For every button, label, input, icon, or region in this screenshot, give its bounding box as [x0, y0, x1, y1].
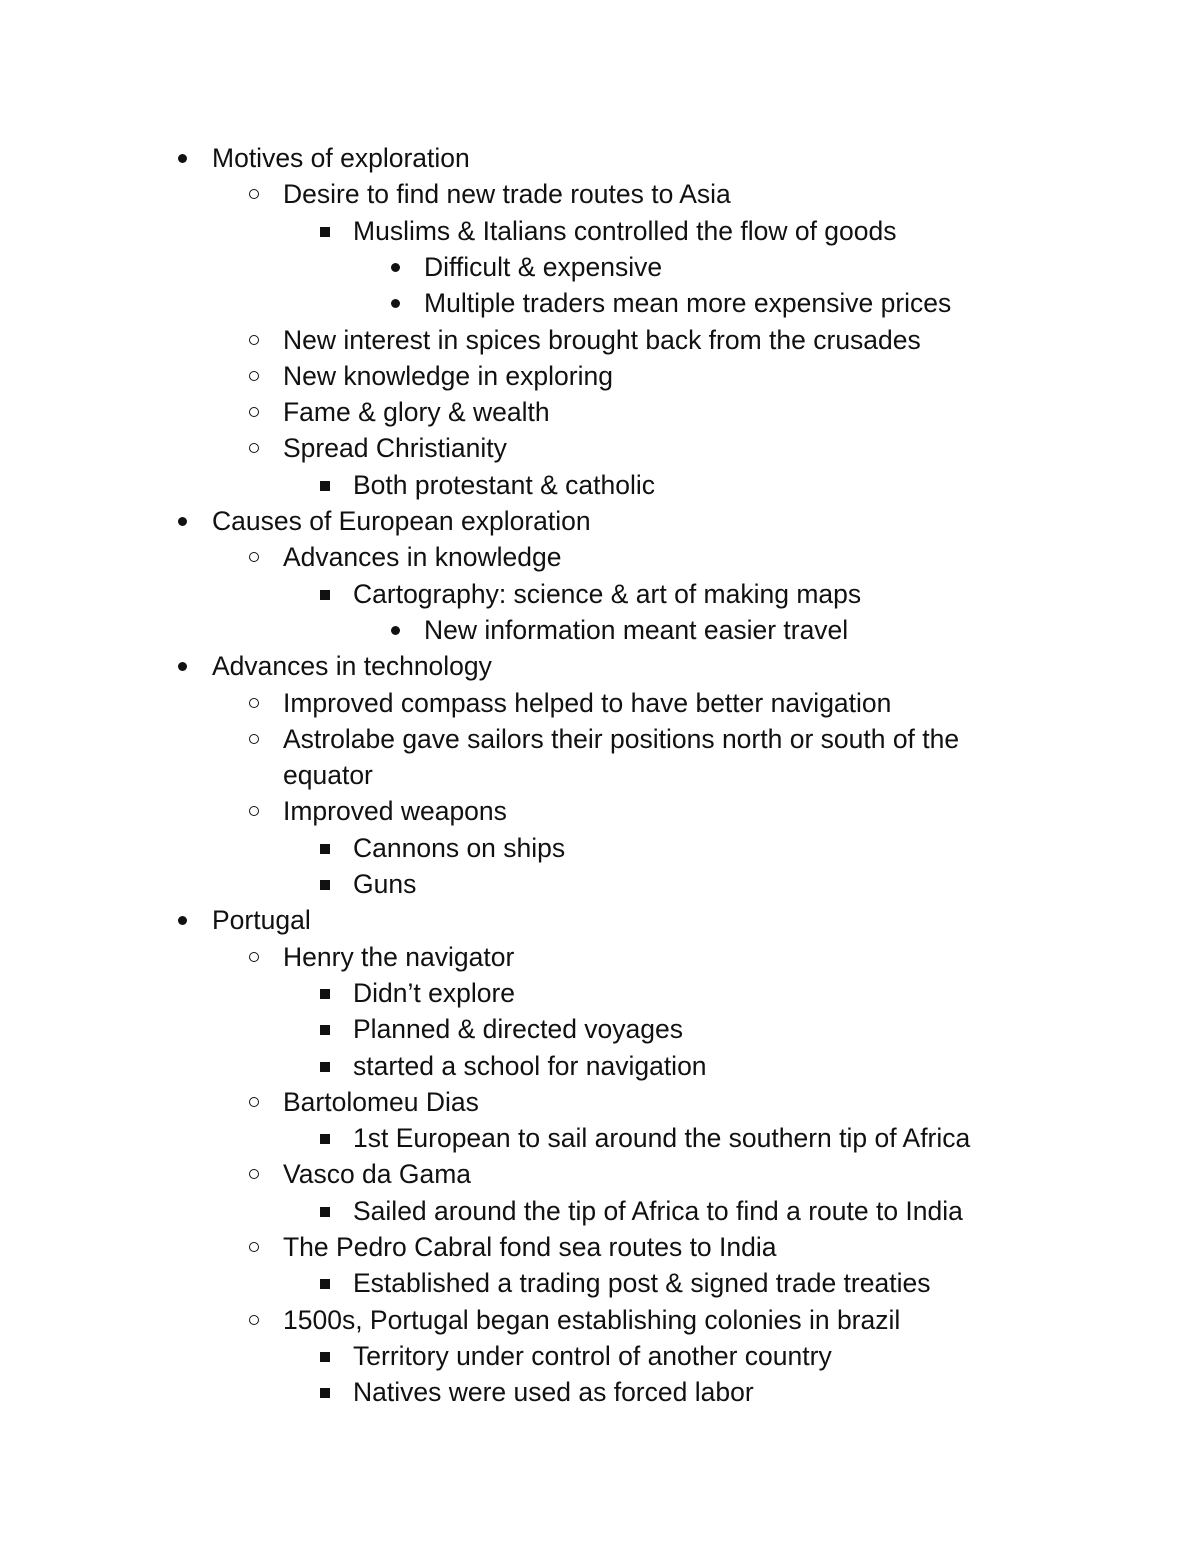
- filled-square-bullet-icon: [320, 481, 330, 491]
- outline-item-text: Cartography: science & art of making maps: [353, 578, 862, 609]
- filled-square-bullet-icon: [320, 1062, 330, 1072]
- outline-item-level-3: [0, 1120, 1200, 1156]
- outline-item-level-3: [0, 213, 1200, 249]
- hollow-circle-bullet-icon: [249, 335, 259, 345]
- outline-item-text: Didn’t explore: [353, 977, 516, 1008]
- outline-item-level-2: [0, 430, 1200, 466]
- outline-item-level-2: [0, 1229, 1200, 1265]
- outline-item-level-2: [0, 539, 1200, 575]
- outline-item-level-1: [0, 503, 1200, 539]
- outline-item-level-2: [0, 939, 1200, 975]
- filled-square-bullet-icon: [320, 1134, 330, 1144]
- hollow-circle-bullet-icon: [249, 734, 259, 744]
- outline-item-level-3: [0, 467, 1200, 503]
- outline-item-text: New information meant easier travel: [424, 614, 849, 645]
- outline-item-level-1: [0, 902, 1200, 938]
- outline-item-text: Improved compass helped to have better navigation: [283, 687, 892, 718]
- hollow-circle-bullet-icon: [249, 443, 259, 453]
- outline-item-text: New interest in spices brought back from the crusades: [283, 324, 921, 355]
- outline-item-level-3: [0, 576, 1200, 612]
- filled-square-bullet-icon: [320, 1388, 330, 1398]
- hollow-circle-bullet-icon: [249, 952, 259, 962]
- filled-square-bullet-icon: [320, 227, 330, 237]
- outline-item-text: started a school for navigation: [353, 1050, 707, 1081]
- hollow-circle-bullet-icon: [249, 407, 259, 417]
- filled-square-bullet-icon: [320, 844, 330, 854]
- outline-item-level-2: [0, 793, 1200, 829]
- filled-circle-bullet-icon: [178, 916, 187, 925]
- filled-circle-bullet-icon: [178, 517, 187, 526]
- outline-item-continuation: [0, 757, 1200, 793]
- outline-item-text: Fame & glory & wealth: [283, 397, 550, 428]
- outline-item-text: Desire to find new trade routes to Asia: [283, 179, 731, 210]
- outline-item-text: Guns: [353, 869, 417, 899]
- filled-square-bullet-icon: [320, 1025, 330, 1035]
- filled-square-bullet-icon: [320, 1207, 330, 1217]
- hollow-circle-bullet-icon: [249, 552, 259, 562]
- hollow-circle-bullet-icon: [249, 698, 259, 708]
- filled-square-bullet-icon: [320, 880, 330, 890]
- outline-item-level-4: [0, 612, 1200, 648]
- outline-item-text: Portugal: [212, 905, 311, 936]
- filled-square-bullet-icon: [320, 1279, 330, 1289]
- filled-square-bullet-icon: [320, 590, 330, 600]
- outline-item-text: Vasco da Gama: [283, 1159, 472, 1190]
- outline-item-text: Sailed around the tip of Africa to find a route to India: [353, 1195, 963, 1226]
- outline-item-level-2: [0, 176, 1200, 212]
- outline-item-level-3: [0, 1374, 1200, 1410]
- outline-item-level-3: [0, 1193, 1200, 1229]
- outline-item-text: Advances in knowledge: [283, 542, 562, 573]
- outline-item-level-2: [0, 1156, 1200, 1192]
- outline-item-level-2: [0, 394, 1200, 430]
- outline-item-level-2: [0, 1302, 1200, 1338]
- outline-item-text: Both protestant & catholic: [353, 469, 655, 500]
- outline-item-text: Natives were used as forced labor: [353, 1377, 754, 1408]
- outline-item-level-2: [0, 1084, 1200, 1120]
- outline-item-text: Muslims & Italians controlled the flow of goods: [353, 215, 897, 246]
- outline-item-level-3: [0, 1011, 1200, 1047]
- hollow-circle-bullet-icon: [249, 189, 259, 199]
- filled-circle-bullet-icon: [391, 626, 400, 635]
- hollow-circle-bullet-icon: [249, 806, 259, 816]
- outline-item-text: New knowledge in exploring: [283, 360, 613, 391]
- outline-item-level-3: [0, 1048, 1200, 1084]
- outline-item-text: Advances in technology: [212, 651, 492, 682]
- outline-item-level-3: [0, 866, 1200, 902]
- outline-item-text: Improved weapons: [283, 796, 507, 827]
- filled-circle-bullet-icon: [391, 299, 400, 308]
- outline-item-text: Bartolomeu Dias: [283, 1086, 479, 1117]
- outline-item-level-3: [0, 975, 1200, 1011]
- outline-item-level-2: [0, 685, 1200, 721]
- outline-item-text: Established a trading post & signed trade treaties: [353, 1268, 931, 1299]
- outline-item-text: Cannons on ships: [353, 832, 566, 863]
- hollow-circle-bullet-icon: [249, 1097, 259, 1107]
- outline-item-level-2: [0, 358, 1200, 394]
- hollow-circle-bullet-icon: [249, 371, 259, 381]
- outline-item-level-3: [0, 1265, 1200, 1301]
- outline-item-text: 1500s, Portugal began establishing colonies in brazil: [283, 1304, 901, 1335]
- filled-circle-bullet-icon: [178, 154, 187, 163]
- outline-item-level-2: [0, 721, 1200, 757]
- outline-item-text: Astrolabe gave sailors their positions north or south of the: [283, 723, 960, 754]
- outline-item-level-1: [0, 140, 1200, 176]
- outline-item-level-1: [0, 648, 1200, 684]
- outline-item-text: Causes of European exploration: [212, 506, 591, 536]
- outline-item-text: Planned & directed voyages: [353, 1014, 683, 1045]
- hollow-circle-bullet-icon: [249, 1242, 259, 1252]
- filled-circle-bullet-icon: [178, 662, 187, 671]
- outline-item-text: Difficult & expensive: [424, 251, 663, 282]
- filled-square-bullet-icon: [320, 1352, 330, 1362]
- outline-item-level-3: [0, 1338, 1200, 1374]
- outline-item-text: Motives of exploration: [212, 143, 470, 173]
- hollow-circle-bullet-icon: [249, 1315, 259, 1325]
- outline-item-level-4: [0, 285, 1200, 321]
- filled-circle-bullet-icon: [391, 263, 400, 272]
- outline-item-text: Henry the navigator: [283, 941, 515, 972]
- outline-item-text: Multiple traders mean more expensive prices: [424, 288, 952, 319]
- hollow-circle-bullet-icon: [249, 1169, 259, 1179]
- outline-item-text: equator: [283, 760, 373, 791]
- outline-item-text: Spread Christianity: [283, 433, 507, 464]
- outline-item-level-4: [0, 249, 1200, 285]
- outline-item-level-3: [0, 830, 1200, 866]
- filled-square-bullet-icon: [320, 989, 330, 999]
- outline-item-text: 1st European to sail around the southern tip of Africa: [353, 1123, 971, 1154]
- outline-item-text: The Pedro Cabral fond sea routes to India: [283, 1232, 777, 1262]
- outline-item-level-2: [0, 322, 1200, 358]
- outline-item-text: Territory under control of another country: [353, 1340, 832, 1371]
